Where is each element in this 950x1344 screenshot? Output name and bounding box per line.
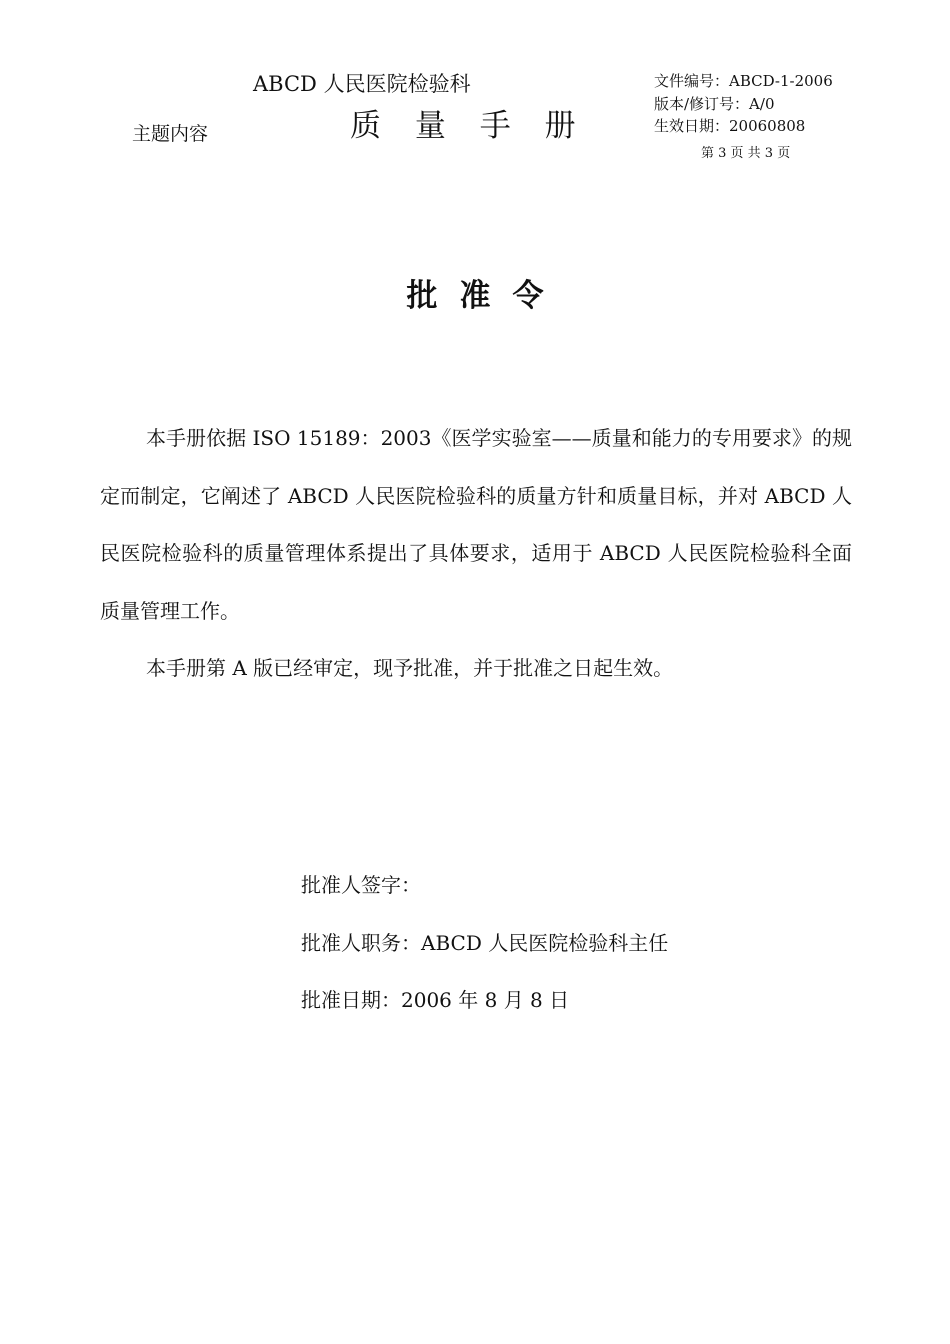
file-number: 文件编号：ABCD-1-2006 [654,72,833,90]
manual-title: 质 量 手 册 [350,108,588,144]
effective-date: 生效日期：20060808 [654,117,806,135]
document-heading: 批准令 [406,278,566,314]
body-paragraph-2: 本手册第 A 版已经审定，现予批准，并于批准之日起生效。 [146,656,674,680]
body-paragraph-1: 本手册依据 ISO 15189：2003《医学实验室——质量和能力的专用要求》的规定而制定，它阐述了 ABCD 人民医院检验科的质量方针和质量目标，并对 ABCD 人民医院检验科的质量管理体系提出了具体要求，适用于 ABCD 人民医院检验科全面质量管理工作。 [100,426,852,623]
approval-date: 批准日期：2006 年 8 月 8 日 [301,988,570,1012]
approval-signature-block [301,857,668,1030]
signer-label: 批准人签字： [301,873,421,897]
organization-name: ABCD 人民医院检验科 [253,72,471,96]
document-body [100,410,852,698]
subject-label: 主题内容 [132,123,209,145]
document-meta [654,70,833,138]
signer-position: 批准人职务：ABCD 人民医院检验科主任 [301,930,669,955]
version-number: 版本/修订号：A/0 [654,94,775,113]
page-info: 第 3 页 共 3 页 [701,146,791,161]
